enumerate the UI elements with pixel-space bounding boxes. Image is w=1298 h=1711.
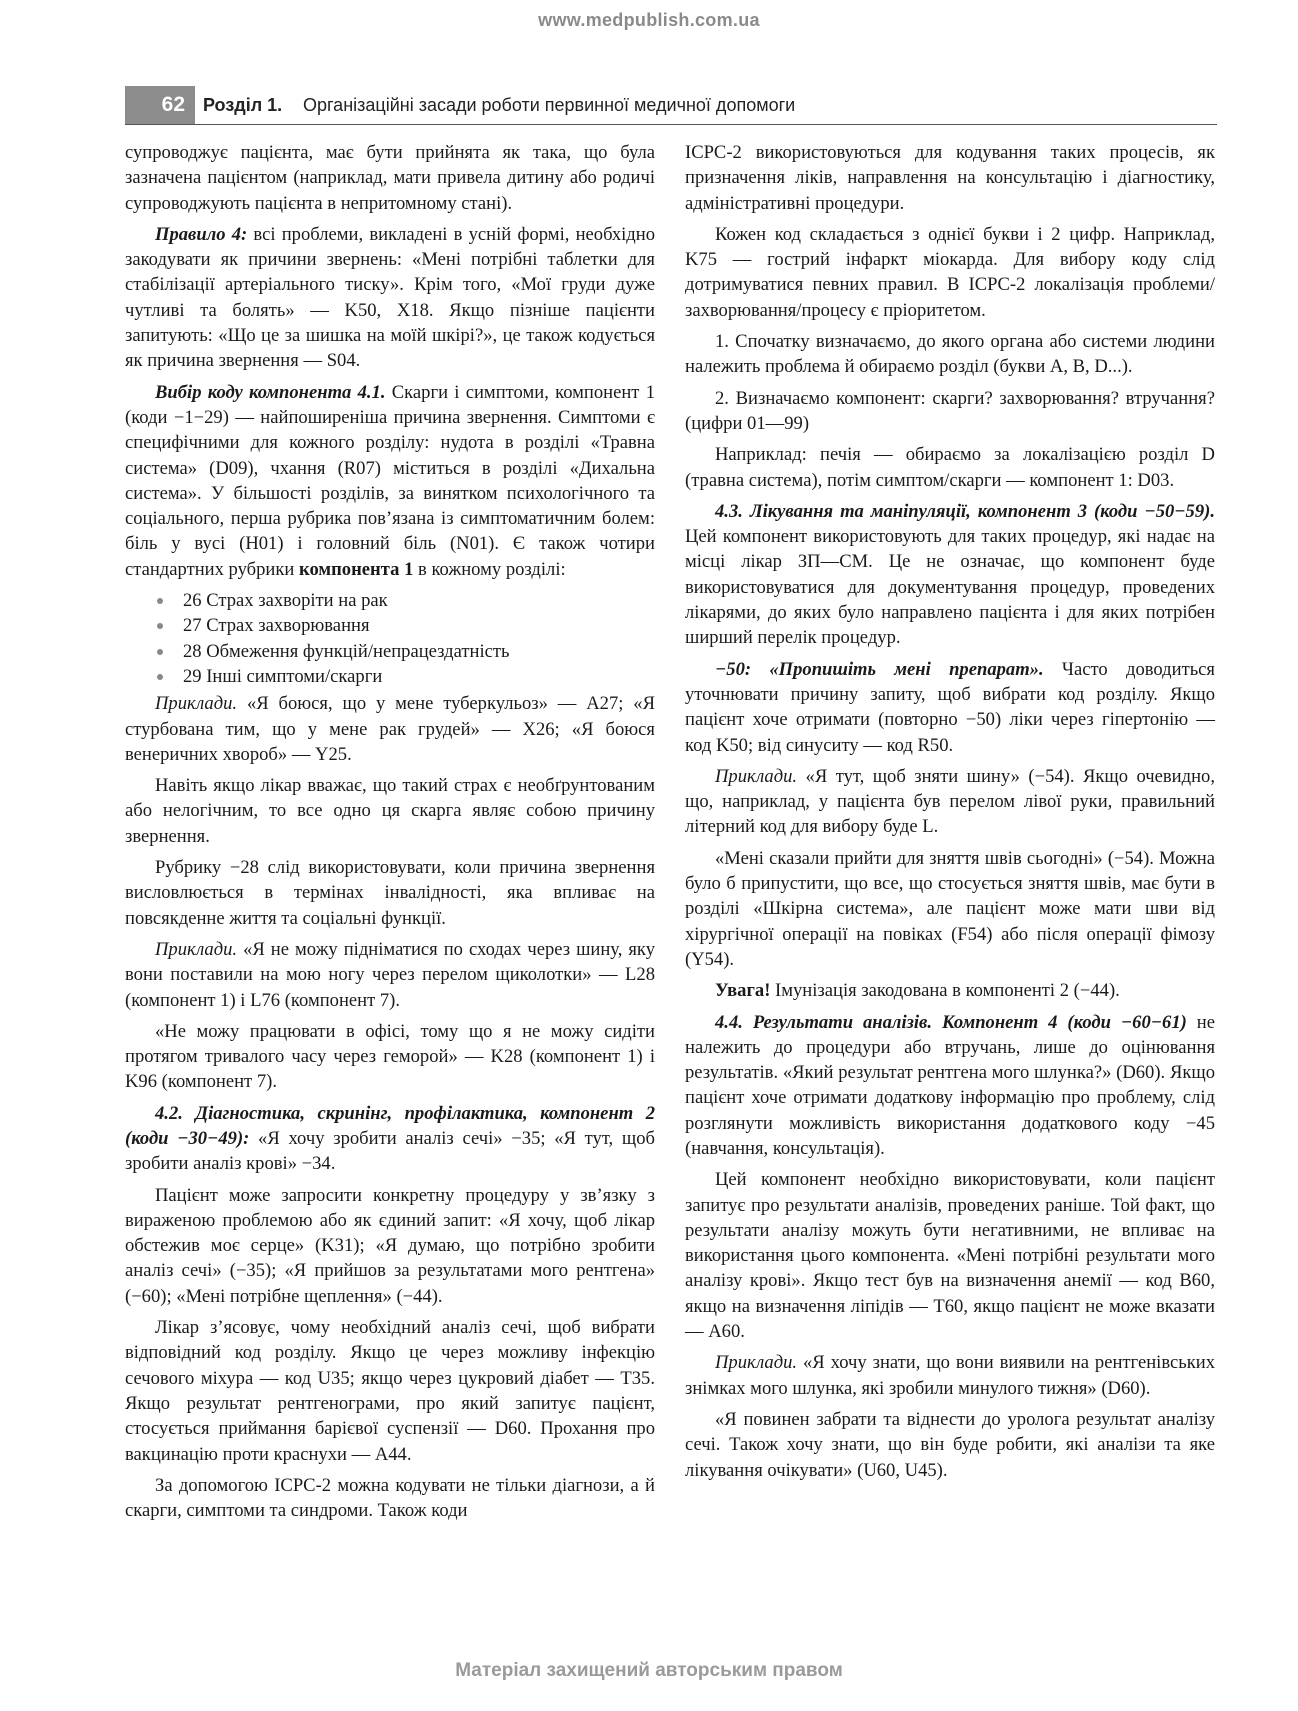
paragraph xyxy=(125,937,655,1013)
page-header xyxy=(125,86,1217,125)
paragraph: супроводжує пацієнта, має бути прийнята як така, що була зазначена пацієнтом (наприклад, мати привела дитину або родичі супроводжують пацієнта в непритомному стані). xyxy=(125,142,655,214)
paragraph xyxy=(685,978,1215,1003)
paragraph: ICPC-2 використовуються для кодування таких процесів, як призначення ліків, направлення на консультацію і діагностику, адміністративні процедури. xyxy=(685,142,1215,214)
paragraph xyxy=(685,499,1215,651)
examples-label: Приклади. xyxy=(715,1352,798,1374)
attention-label: Увага! xyxy=(715,980,771,1002)
subheading: 4.4. Результати аналізів. Компонент 4 (коди −60−61) xyxy=(715,1011,1187,1033)
paragraph-text: Скарги і симптоми, компонент 1 (коди −1−29) — найпоширеніша причина звернення. Симптоми є специфічними для кожного розділу: нудота в розділі «Травна система» (D09), чхання (R07) міститься в розділі «Дихальна система». У більшості розділів, за винятком психологічного та соціального, перша рубрика пов’язана із симптоматичним болем: біль у вусі (H01) і головний біль (N01). Є також чотири стандартних рубрики xyxy=(125,381,655,580)
examples-label: Приклади. xyxy=(715,765,798,787)
paragraph-text: Цей компонент використовують для таких процедур, які надає на місці лікар ЗП—СМ. Це не означає, що компонент буде використовуватися для документування процедур, проведених лікарями, до яких було направлено пацієнта і для яких потрібен ширший перелік процедур. xyxy=(685,526,1215,649)
paragraph: «Не можу працювати в офісі, тому що я не можу сидіти протягом тривалого часу через геморой» — K28 (компонент 1) і K96 (компонент 7). xyxy=(125,1020,655,1093)
paragraph xyxy=(685,1350,1215,1401)
list-item: 27 Страх захворювання xyxy=(125,613,655,638)
subheading: 4.3. Лікування та маніпуляції, компонент 3 (коди −50−59). xyxy=(715,500,1215,522)
paragraph: Наприклад: печія — обираємо за локалізацією розділ D (травна система), потім симптом/скарги — компонент 1: D03. xyxy=(685,444,1215,491)
paragraph: Пацієнт може запросити конкретну процедуру у зв’язку з вираженою проблемою або як єдиний запит: «Я хочу, щоб лікар обстежив моє серце» (K31); «Я думаю, що потрібно зробити аналіз сечі» (−35); «Я прийшов за результатами мого рентгена» (−60); «Мені потрібне щеплення» (−44). xyxy=(125,1184,655,1307)
paragraph-text: «Я боюся, що у мене туберкульоз» — A27; «Я стурбована тим, що у мене рак грудей» — X26; «Я боюся венеричних хвороб» — Y25. xyxy=(125,693,655,765)
paragraph: Рубрику −28 слід використовувати, коли причина звернення висловлюється в термінах інвалідності, яка впливає на повсякденне життя та соціальні функції. xyxy=(125,857,655,929)
paragraph-text: «Я хочу знати, що вони виявили на рентгенівських знімках мого шлунка, які зробили минулого тижня» (D60). xyxy=(685,1352,1215,1399)
paragraph xyxy=(125,1101,655,1177)
paragraph xyxy=(685,657,1215,758)
paragraph: Навіть якщо лікар вважає, що такий страх є необґрунтованим або нелогічним, то все одно ця скарга являє собою причину звернення. xyxy=(125,775,655,847)
subheading: Вибір коду компонента 4.1. xyxy=(155,381,386,403)
bold-term: компонента 1 xyxy=(299,558,414,580)
section-label: Розділ 1. xyxy=(203,95,283,115)
paragraph xyxy=(685,764,1215,840)
subheading: −50: «Пропишіть мені препарат». xyxy=(715,658,1044,680)
page-number: 62 xyxy=(125,86,195,124)
watermark-bottom: Матеріал захищений авторським правом xyxy=(455,1660,843,1681)
paragraph-text: «Я не можу підніматися по сходах через шину, яку вони поставили на мою ногу через перелом щиколотки» — L28 (компонент 1) і L76 (компонент 7). xyxy=(125,938,655,1011)
paragraph xyxy=(125,222,655,374)
paragraph-text: Часто доводиться уточнювати причину запиту, щоб вибрати код розділу. Якщо пацієнт хоче отримати (повторно −50) ліки через гіпертонію — код K50; від синуситу — код R50. xyxy=(685,658,1215,756)
paragraph-text: не належить до процедури або втручань, лише до оцінювання результатів. «Який результат рентгена мого шлунка?» (D60). Якщо пацієнт хоче отримати додаткову інформацію про проблему, слід розглянути можливість використання додаткового коду −45 (навчання, консультація). xyxy=(685,1011,1215,1159)
list-item: 28 Обмеження функцій/непрацездатність xyxy=(125,639,655,664)
paragraph-text: всі проблеми, викладені в усній формі, необхідно закодувати як причини звернень: «Мені потрібні таблетки для стабілізації артеріального тиску». Крім того, «Мої груди дуже чутливі та болять» — K50, X18. Якщо пізніше пацієнти запитують: «Що це за шишка на моїй шкірі?», це також кодується як причина звернення — S04. xyxy=(125,223,655,372)
watermark-top: www.medpublish.com.ua xyxy=(538,10,760,30)
list-item: 29 Інші симптоми/скарги xyxy=(125,664,655,689)
paragraph: 1. Спочатку визначаємо, до якого органа або системи людини належить проблема й обираємо розділ (букви A, B, D...). xyxy=(685,331,1215,378)
paragraph: «Мені сказали прийти для зняття швів сьогодні» (−54). Можна було б припустити, що все, що стосується зняття швів, має бути в розділі «Шкірна система», але пацієнт може мати шви від хірургічної операції на повіках (F54) або після операції фімозу (Y54). xyxy=(685,847,1215,970)
paragraph: Цей компонент необхідно використовувати, коли пацієнт запитує про результати аналізів, проведених раніше. Той факт, що результати аналізу можуть бути негативними, не впливає на використання цього компонента. «Мені потрібні результати мого аналізу крові». Якщо тест був на визначення анемії — код B60, якщо на визначення ліпідів — T60, якщо пацієнт не може вказати — A60. xyxy=(685,1169,1215,1343)
left-column xyxy=(125,140,655,1529)
examples-label: Приклади. xyxy=(155,938,238,960)
paragraph: «Я повинен забрати та віднести до уролога результат аналізу сечі. Також хочу знати, що він буде робити, які аналізи та яке лікування очікувати» (U60, U45). xyxy=(685,1408,1215,1481)
paragraph: Лікар з’ясовує, чому необхідний аналіз сечі, щоб вибрати відповідний код розділу. Якщо це через можливу інфекцію сечового міхура — код U35; якщо через цукровий діабет — T35. Якщо результат рентгенограми, про який запитує пацієнт, стосується приймання барієвої суспензії — D60. Прохання про вакцинацію проти краснухи — A44. xyxy=(125,1317,655,1465)
paragraph: За допомогою ICPC-2 можна кодувати не тільки діагнози, а й скарги, симптоми та синдроми. Також коди xyxy=(125,1474,655,1522)
paragraph-text: в кожному розділі: xyxy=(413,558,566,580)
rule-label: Правило 4: xyxy=(155,223,248,245)
paragraph-text: Імунізація закодована в компоненті 2 (−44). xyxy=(770,980,1120,1002)
subheading: 4.2. Діагностика, скринінг, профілактика, компонент 2 (коди −30−49): xyxy=(125,1102,655,1149)
rubric-list xyxy=(125,588,655,689)
paragraph xyxy=(125,691,655,767)
paragraph xyxy=(685,1010,1215,1162)
paragraph: Кожен код складається з однієї букви і 2 цифр. Наприклад, K75 — гострий інфаркт міокарда. Для вибору коду слід дотримуватися певних правил. В ICPC-2 локалізація проблеми/захворювання/процесу є пріоритетом. xyxy=(685,223,1215,321)
paragraph-text: «Я хочу зробити аналіз сечі» −35; «Я тут, щоб зробити аналіз крові» −34. xyxy=(125,1127,655,1175)
examples-label: Приклади. xyxy=(155,693,238,715)
list-item: 26 Страх захворіти на рак xyxy=(125,588,655,613)
paragraph: 2. Визначаємо компонент: скарги? захворювання? втручання? (цифри 01—99) xyxy=(685,387,1215,434)
chapter-title: Організаційні засади роботи первинної медичної допомоги xyxy=(303,95,796,115)
paragraph xyxy=(125,380,655,582)
right-column xyxy=(685,140,1215,1489)
paragraph-text: «Я тут, щоб зняти шину» (−54). Якщо очевидно, що, наприклад, у пацієнта був перелом лівої руки, правильний літерний код для вибору буде L. xyxy=(685,765,1215,838)
